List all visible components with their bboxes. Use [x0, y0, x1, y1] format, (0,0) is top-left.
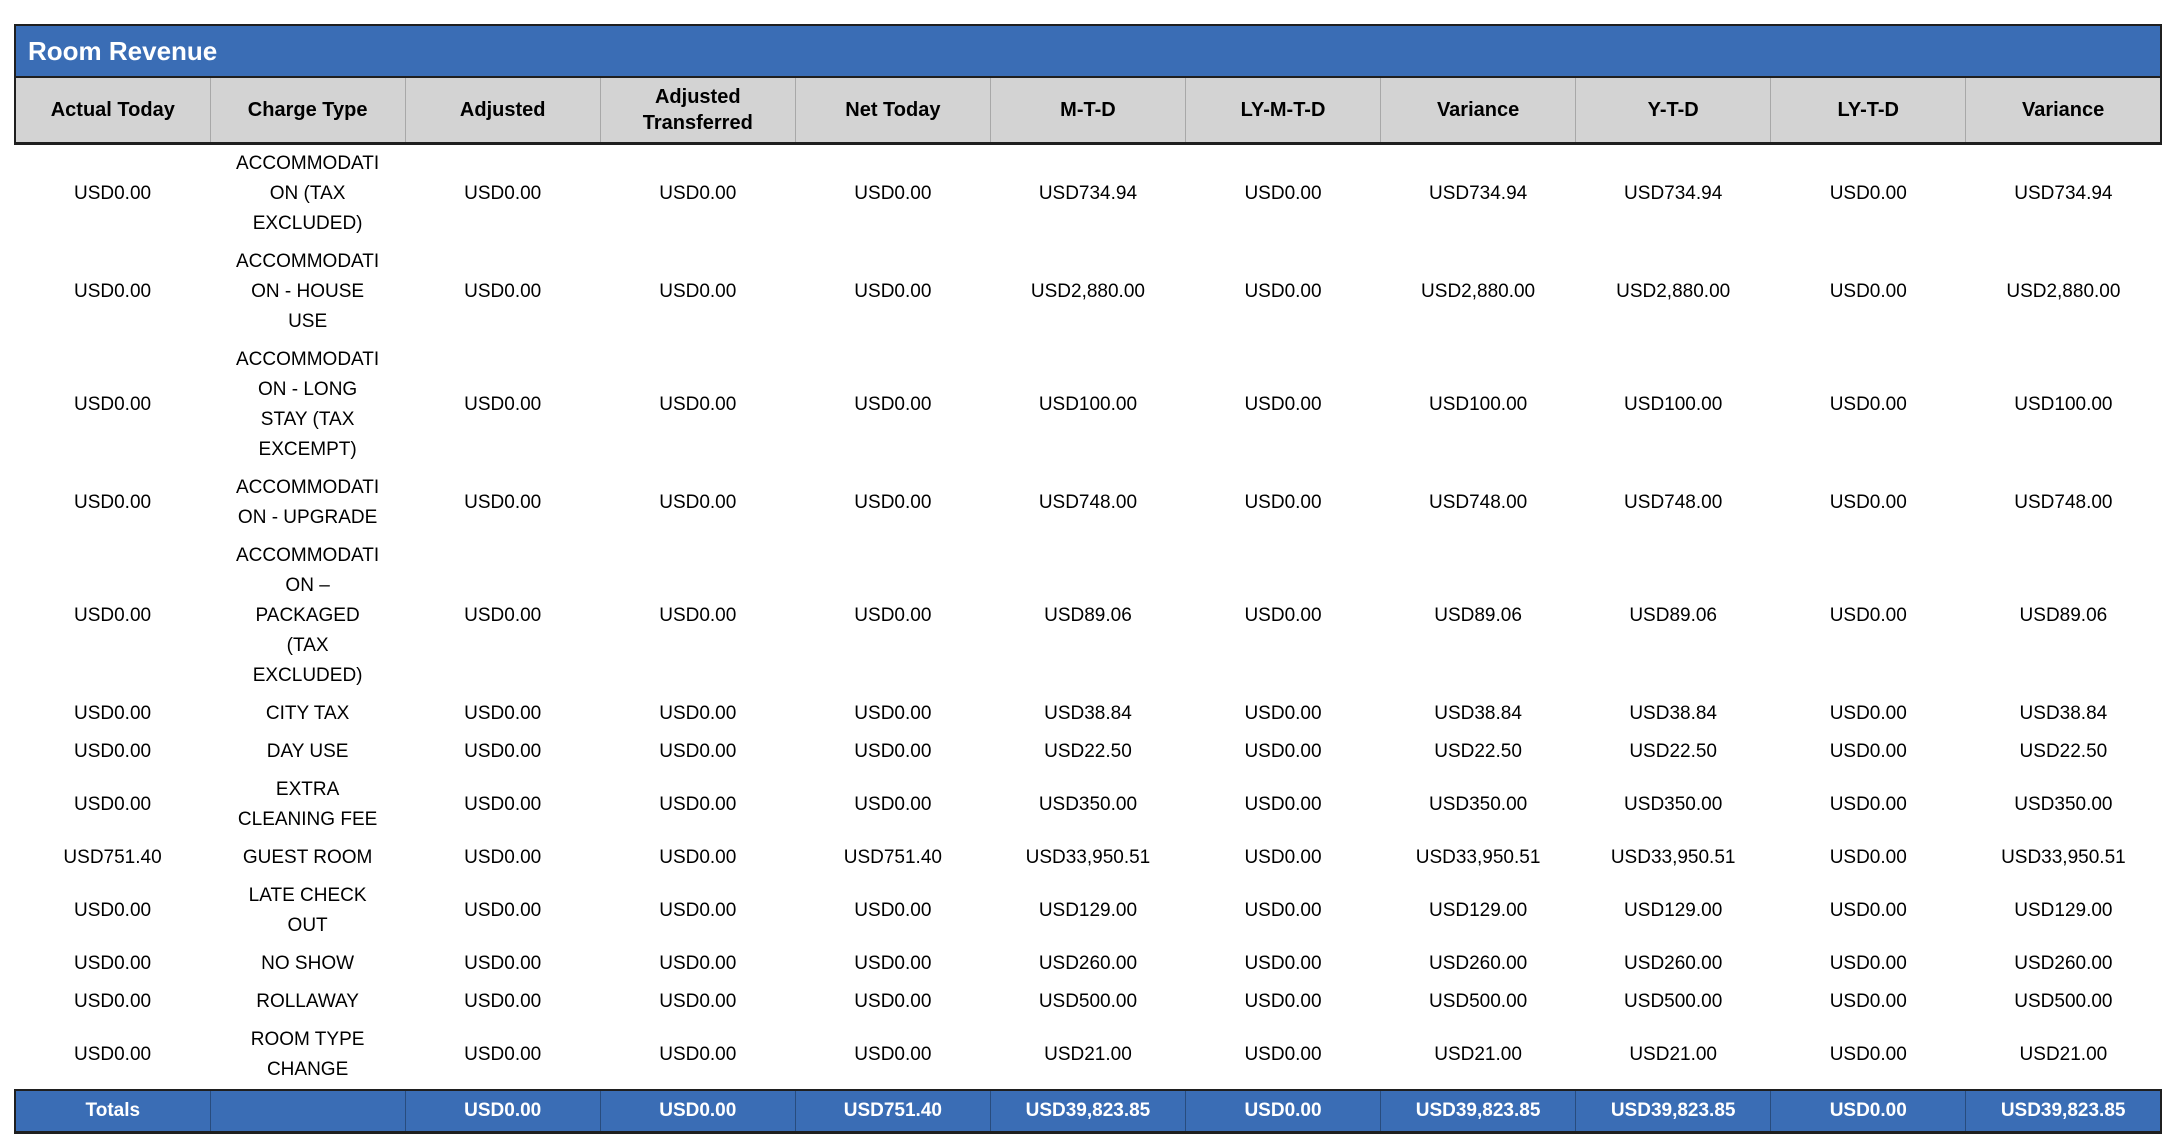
charge-type-cell [210, 983, 405, 1021]
amount-cell: USD734.94 [990, 144, 1185, 244]
charge-type-text: LATE CHECK OUT [248, 885, 367, 936]
amount-cell: USD33,950.51 [1576, 839, 1771, 877]
amount-cell: USD0.00 [1185, 771, 1380, 839]
charge-type-cell [210, 537, 405, 695]
amount-cell: USD0.00 [1185, 839, 1380, 877]
amount-cell: USD734.94 [1576, 144, 1771, 244]
column-header: Variance [1966, 77, 2161, 144]
amount-cell: USD0.00 [1185, 469, 1380, 537]
column-header: Adjusted Transferred [600, 77, 795, 144]
amount-cell: USD260.00 [1966, 945, 2161, 983]
amount-cell: USD350.00 [1576, 771, 1771, 839]
charge-type-cell [210, 733, 405, 771]
amount-cell: USD0.00 [405, 243, 600, 341]
charge-type-cell [210, 877, 405, 945]
charge-type-cell [210, 144, 405, 244]
amount-cell: USD0.00 [15, 877, 210, 945]
amount-cell: USD0.00 [1771, 1021, 1966, 1090]
amount-cell: USD0.00 [600, 144, 795, 244]
amount-cell: USD21.00 [1966, 1021, 2161, 1090]
amount-cell: USD2,880.00 [990, 243, 1185, 341]
amount-cell: USD0.00 [1771, 469, 1966, 537]
amount-cell: USD38.84 [1966, 695, 2161, 733]
amount-cell: USD748.00 [1576, 469, 1771, 537]
amount-cell: USD0.00 [15, 243, 210, 341]
amount-cell: USD0.00 [15, 341, 210, 469]
amount-cell: USD0.00 [1771, 144, 1966, 244]
amount-cell: USD0.00 [1771, 537, 1966, 695]
totals-amount-cell: USD39,823.85 [1381, 1090, 1576, 1133]
charge-type-text: CITY TAX [265, 703, 350, 724]
amount-cell: USD0.00 [600, 945, 795, 983]
charge-type-text: ROOM TYPE CHANGE [250, 1029, 365, 1080]
amount-cell: USD0.00 [795, 983, 990, 1021]
amount-cell: USD0.00 [1185, 945, 1380, 983]
amount-cell: USD0.00 [795, 537, 990, 695]
column-header: Actual Today [15, 77, 210, 144]
table-row [15, 469, 2161, 537]
column-header: LY-T-D [1771, 77, 1966, 144]
amount-cell: USD33,950.51 [1966, 839, 2161, 877]
amount-cell: USD0.00 [405, 469, 600, 537]
amount-cell: USD0.00 [795, 1021, 990, 1090]
amount-cell: USD22.50 [1966, 733, 2161, 771]
amount-cell: USD100.00 [1966, 341, 2161, 469]
amount-cell: USD2,880.00 [1576, 243, 1771, 341]
amount-cell: USD0.00 [15, 1021, 210, 1090]
amount-cell: USD0.00 [1185, 695, 1380, 733]
amount-cell: USD500.00 [1966, 983, 2161, 1021]
amount-cell: USD22.50 [1576, 733, 1771, 771]
amount-cell: USD129.00 [990, 877, 1185, 945]
amount-cell: USD0.00 [795, 771, 990, 839]
amount-cell: USD129.00 [1966, 877, 2161, 945]
amount-cell: USD0.00 [1185, 243, 1380, 341]
amount-cell: USD0.00 [1185, 144, 1380, 244]
column-header-row [15, 77, 2161, 144]
totals-label-cell: Totals [15, 1090, 210, 1133]
amount-cell: USD0.00 [795, 469, 990, 537]
amount-cell: USD0.00 [600, 733, 795, 771]
charge-type-cell [210, 341, 405, 469]
amount-cell: USD0.00 [600, 537, 795, 695]
amount-cell: USD0.00 [15, 537, 210, 695]
amount-cell: USD0.00 [1771, 877, 1966, 945]
amount-cell: USD350.00 [1966, 771, 2161, 839]
charge-type-text: ACCOMMODATION - UPGRADE [236, 477, 380, 528]
amount-cell: USD2,880.00 [1966, 243, 2161, 341]
amount-cell: USD89.06 [1381, 537, 1576, 695]
table-row [15, 983, 2161, 1021]
totals-amount-cell: USD0.00 [600, 1090, 795, 1133]
amount-cell: USD0.00 [795, 243, 990, 341]
amount-cell: USD748.00 [990, 469, 1185, 537]
amount-cell: USD38.84 [1576, 695, 1771, 733]
amount-cell: USD0.00 [795, 733, 990, 771]
amount-cell: USD350.00 [990, 771, 1185, 839]
amount-cell: USD0.00 [600, 341, 795, 469]
amount-cell: USD100.00 [990, 341, 1185, 469]
amount-cell: USD22.50 [990, 733, 1185, 771]
amount-cell: USD500.00 [990, 983, 1185, 1021]
totals-amount-cell [210, 1090, 405, 1133]
amount-cell: USD751.40 [795, 839, 990, 877]
amount-cell: USD0.00 [1771, 733, 1966, 771]
section-title: Room Revenue [14, 24, 2162, 76]
totals-amount-cell: USD39,823.85 [1576, 1090, 1771, 1133]
table-row [15, 243, 2161, 341]
table-row [15, 839, 2161, 877]
amount-cell: USD0.00 [405, 733, 600, 771]
amount-cell: USD734.94 [1966, 144, 2161, 244]
amount-cell: USD100.00 [1381, 341, 1576, 469]
amount-cell: USD0.00 [15, 945, 210, 983]
amount-cell: USD260.00 [1381, 945, 1576, 983]
table-row [15, 341, 2161, 469]
charge-type-text: ACCOMMODATION (TAX EXCLUDED) [236, 153, 380, 234]
amount-cell: USD0.00 [795, 341, 990, 469]
amount-cell: USD0.00 [405, 341, 600, 469]
charge-type-cell [210, 695, 405, 733]
amount-cell: USD33,950.51 [990, 839, 1185, 877]
amount-cell: USD0.00 [405, 839, 600, 877]
totals-amount-cell: USD39,823.85 [1966, 1090, 2161, 1133]
amount-cell: USD89.06 [1576, 537, 1771, 695]
column-header: Adjusted [405, 77, 600, 144]
charge-type-cell [210, 771, 405, 839]
amount-cell: USD21.00 [1381, 1021, 1576, 1090]
amount-cell: USD0.00 [1185, 733, 1380, 771]
amount-cell: USD0.00 [795, 144, 990, 244]
amount-cell: USD22.50 [1381, 733, 1576, 771]
charge-type-text: NO SHOW [261, 953, 355, 974]
amount-cell: USD33,950.51 [1381, 839, 1576, 877]
amount-cell: USD89.06 [1966, 537, 2161, 695]
amount-cell: USD0.00 [795, 695, 990, 733]
amount-cell: USD21.00 [1576, 1021, 1771, 1090]
amount-cell: USD0.00 [405, 983, 600, 1021]
column-header: M-T-D [990, 77, 1185, 144]
totals-amount-cell: USD0.00 [405, 1090, 600, 1133]
amount-cell: USD100.00 [1576, 341, 1771, 469]
amount-cell: USD2,880.00 [1381, 243, 1576, 341]
charge-type-cell [210, 243, 405, 341]
totals-row [15, 1090, 2161, 1133]
amount-cell: USD0.00 [405, 695, 600, 733]
amount-cell: USD89.06 [990, 537, 1185, 695]
amount-cell: USD0.00 [600, 771, 795, 839]
table-row [15, 945, 2161, 983]
amount-cell: USD0.00 [1185, 341, 1380, 469]
charge-type-cell [210, 839, 405, 877]
table-row [15, 537, 2161, 695]
totals-amount-cell: USD751.40 [795, 1090, 990, 1133]
charge-type-text: ACCOMMODATION – PACKAGED (TAX EXCLUDED) [236, 545, 380, 686]
column-header: Variance [1381, 77, 1576, 144]
amount-cell: USD0.00 [600, 983, 795, 1021]
table-row [15, 877, 2161, 945]
amount-cell: USD0.00 [600, 469, 795, 537]
amount-cell: USD0.00 [1771, 695, 1966, 733]
amount-cell: USD350.00 [1381, 771, 1576, 839]
charge-type-cell [210, 469, 405, 537]
column-header: Y-T-D [1576, 77, 1771, 144]
column-header: Charge Type [210, 77, 405, 144]
amount-cell: USD0.00 [795, 877, 990, 945]
charge-type-cell [210, 1021, 405, 1090]
amount-cell: USD748.00 [1966, 469, 2161, 537]
column-header: LY-M-T-D [1185, 77, 1380, 144]
amount-cell: USD38.84 [990, 695, 1185, 733]
amount-cell: USD0.00 [600, 243, 795, 341]
charge-type-text: ACCOMMODATION - HOUSE USE [236, 251, 380, 332]
charge-type-text: GUEST ROOM [242, 847, 373, 868]
charge-type-text: ACCOMMODATION - LONG STAY (TAX EXCEMPT) [236, 349, 380, 460]
column-header: Net Today [795, 77, 990, 144]
charge-type-text: ROLLAWAY [256, 991, 359, 1012]
table-row [15, 695, 2161, 733]
amount-cell: USD0.00 [1771, 839, 1966, 877]
totals-amount-cell: USD39,823.85 [990, 1090, 1185, 1133]
amount-cell: USD0.00 [15, 695, 210, 733]
amount-cell: USD0.00 [600, 839, 795, 877]
amount-cell: USD0.00 [1771, 945, 1966, 983]
amount-cell: USD0.00 [15, 469, 210, 537]
amount-cell: USD0.00 [795, 945, 990, 983]
amount-cell: USD0.00 [405, 144, 600, 244]
charge-type-text: EXTRA CLEANING FEE [237, 779, 378, 830]
amount-cell: USD0.00 [15, 733, 210, 771]
amount-cell: USD0.00 [1185, 983, 1380, 1021]
amount-cell: USD260.00 [990, 945, 1185, 983]
table-row [15, 733, 2161, 771]
amount-cell: USD0.00 [1771, 341, 1966, 469]
amount-cell: USD0.00 [600, 695, 795, 733]
amount-cell: USD500.00 [1381, 983, 1576, 1021]
amount-cell: USD260.00 [1576, 945, 1771, 983]
room-revenue-table [14, 76, 2162, 1134]
amount-cell: USD0.00 [15, 983, 210, 1021]
amount-cell: USD751.40 [15, 839, 210, 877]
amount-cell: USD0.00 [1771, 771, 1966, 839]
amount-cell: USD0.00 [600, 877, 795, 945]
amount-cell: USD21.00 [990, 1021, 1185, 1090]
amount-cell: USD0.00 [1185, 1021, 1380, 1090]
amount-cell: USD500.00 [1576, 983, 1771, 1021]
amount-cell: USD0.00 [15, 771, 210, 839]
charge-type-cell [210, 945, 405, 983]
amount-cell: USD0.00 [405, 877, 600, 945]
amount-cell: USD0.00 [405, 1021, 600, 1090]
amount-cell: USD0.00 [600, 1021, 795, 1090]
amount-cell: USD0.00 [405, 945, 600, 983]
charge-type-text: DAY USE [266, 741, 349, 762]
amount-cell: USD0.00 [405, 537, 600, 695]
table-row [15, 1021, 2161, 1090]
totals-amount-cell: USD0.00 [1771, 1090, 1966, 1133]
room-revenue-section [14, 24, 2162, 1134]
amount-cell: USD0.00 [1185, 877, 1380, 945]
amount-cell: USD38.84 [1381, 695, 1576, 733]
amount-cell: USD748.00 [1381, 469, 1576, 537]
amount-cell: USD0.00 [1771, 983, 1966, 1021]
table-row [15, 771, 2161, 839]
totals-amount-cell: USD0.00 [1185, 1090, 1380, 1133]
amount-cell: USD734.94 [1381, 144, 1576, 244]
table-row [15, 144, 2161, 244]
amount-cell: USD0.00 [1771, 243, 1966, 341]
amount-cell: USD129.00 [1381, 877, 1576, 945]
amount-cell: USD0.00 [1185, 537, 1380, 695]
amount-cell: USD0.00 [405, 771, 600, 839]
amount-cell: USD0.00 [15, 144, 210, 244]
amount-cell: USD129.00 [1576, 877, 1771, 945]
